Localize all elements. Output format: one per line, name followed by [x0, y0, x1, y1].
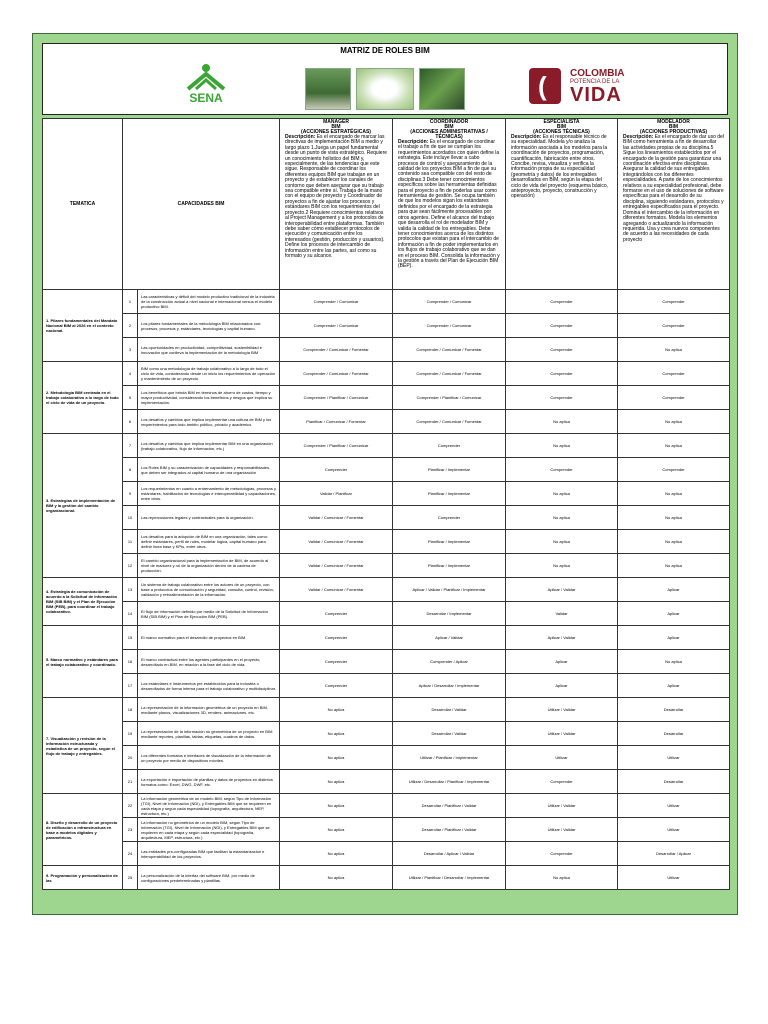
role-action-cell: Utilizar / Validar	[506, 794, 618, 818]
role-description	[283, 135, 389, 259]
role-action-cell: Desarrollar / Validar	[393, 722, 506, 746]
capacidad-cell: La personalización de la interfaz del software BIM, por medio de configuraciones predeterminadas y plantillas.	[138, 866, 280, 890]
table-row	[43, 530, 730, 554]
row-number: 11	[123, 530, 138, 554]
colombia-logo-line1: COLOMBIA	[570, 68, 625, 79]
role-action-cell: Aplicar	[506, 674, 618, 698]
tematica-header: TEMATICA	[43, 119, 123, 290]
role-action-cell: Desarrollar / Planificar / Validar	[393, 794, 506, 818]
role-description	[396, 140, 502, 270]
role-action-cell: No aplica	[618, 650, 730, 674]
row-number: 24	[123, 842, 138, 866]
document-frame	[32, 33, 738, 915]
role-action-cell: Comprender / Comunicar / Fomentar	[393, 338, 506, 362]
role-desc-text: Es el encargado de marcar las directivas de implementación BIM a medio y largo plazo 1.Juega un papel fundamental desde un punto de vista estratégico. Requiere un conocimiento holístico del BIM y, especialmente, de las tendencias que este sigue. Responsable de coordinar los diferentes equipos BIM que trabajan en un proyecto y de establecer los canales de contorno que deben asegurar que su trabajo sea compatible entre sí. Trabaja de la mano con el equipo de proyecto y Coordinador de proyectos a fin de ajustar los procesos y estándares BIM con los requerimientos del proyecto.2 Requiere conocimientos relativos al Project Management y a los protocolos de interoperabilidad entre plataformas. También debe saber cómo establecer protocolos de ejecución y comunicación entre los interesados (gestión, producción y usuarios). Define los procesos de intercambio de información entre las partes, así como su formato y su alcance.	[285, 134, 388, 259]
role-name: COORDINADOR	[429, 119, 469, 125]
role-action-cell: Planificar / Implementar	[393, 554, 506, 578]
role-action-cell: Utilizar / Planificar / Implementar	[393, 746, 506, 770]
row-number: 9	[123, 482, 138, 506]
header-row	[43, 119, 730, 290]
row-number: 20	[123, 746, 138, 770]
table-row	[43, 506, 730, 530]
capacidad-cell: Los desafíos y cambios que implica implementar una cultura de BIM y los requerimientos para todo ámbito público, privado y académico.	[138, 410, 280, 434]
role-action-cell: Planificar / Comunicar / Fomentar	[280, 410, 393, 434]
table-row	[43, 314, 730, 338]
role-action-cell: No aplica	[506, 482, 618, 506]
role-action-cell: Comprender / Comunicar / Fomentar	[393, 410, 506, 434]
role-action-cell: Comprender / Planificar / Comunicar	[280, 386, 393, 410]
role-action-cell: Comprender / Comunicar	[393, 290, 506, 314]
role-action-cell: Utilizar	[618, 746, 730, 770]
capacidad-cell: El marco contractual entre los agentes participantes en el proyecto, desarrollado en BIM, en relación a la fase del ciclo de vida.	[138, 650, 280, 674]
tematica-cell: 5. Marco normativo y estándares para el trabajo colaborativo y coordinado.	[43, 626, 123, 698]
role-name: MANAGER	[323, 119, 349, 125]
role-desc-label: Descripción:	[623, 134, 654, 140]
role-action-cell: Validar / Comunicar / Fomentar	[280, 530, 393, 554]
table-row	[43, 770, 730, 794]
role-type: (ACCIONES ESTRATÉGICAS)	[301, 129, 371, 135]
role-action-cell: No aplica	[618, 482, 730, 506]
role-action-cell: Comprender	[280, 674, 393, 698]
role-action-cell: No aplica	[280, 866, 393, 890]
capacidad-cell: La representación de la información geométrica de un proyecto en BIM, mediante planos, visualizaciones 3D, renders, animaciones, etc.	[138, 698, 280, 722]
role-action-cell: Validar / Comunicar / Fomentar	[280, 506, 393, 530]
role-action-cell: No aplica	[280, 698, 393, 722]
table-row	[43, 818, 730, 842]
capacidad-cell: La exportación e importación de planillas y datos de proyectos en distintos formatos como: Excel, DWG, DWF, etc.	[138, 770, 280, 794]
row-number: 15	[123, 626, 138, 650]
row-number: 2	[123, 314, 138, 338]
table-row	[43, 458, 730, 482]
role-action-cell: Desarrollar / Validar	[393, 698, 506, 722]
role-action-cell: Comprender	[280, 626, 393, 650]
role-action-cell: Utilizar / Desarrollar / Planificar / Implementar	[393, 770, 506, 794]
row-number: 12	[123, 554, 138, 578]
role-action-cell: No aplica	[506, 434, 618, 458]
role-action-cell: Desarrollar	[618, 770, 730, 794]
role-desc-label: Descripción:	[398, 139, 429, 145]
table-row	[43, 674, 730, 698]
role-action-cell: Desarrollar / Planificar / Validar	[393, 818, 506, 842]
building-photo-1	[305, 68, 351, 110]
sena-logo	[180, 63, 232, 111]
role-action-cell: Comprender	[618, 458, 730, 482]
table-row	[43, 746, 730, 770]
sena-logo-text: SENA	[189, 91, 223, 105]
capacidad-cell: La información no geométrica de un modelo BIM, según Tipo de Información (TGI), Nivel de Información (NDI), y Entregables BIM que se requieren en cada etapa y según cada especialidad (topografía, arquitectura, MEP, estructura, etc.)	[138, 818, 280, 842]
role-action-cell: Desarrollar / Aplicar	[618, 842, 730, 866]
role-action-cell: Desarrollar / Aplicar / Validar	[393, 842, 506, 866]
role-sub: BIM	[331, 124, 341, 130]
row-number: 13	[123, 578, 138, 602]
role-action-cell: No aplica	[618, 506, 730, 530]
row-number: 22	[123, 794, 138, 818]
role-action-cell: Comprender / Comunicar	[280, 290, 393, 314]
role-action-cell: Comprender	[506, 842, 618, 866]
row-number: 10	[123, 506, 138, 530]
role-action-cell: Comprender	[280, 602, 393, 626]
capacidad-cell: Los estándares e instrumentos pre establecidos para la industria o desarrollados de forma interna para el trabajo colaborativo y multidisciplinar.	[138, 674, 280, 698]
role-action-cell: No aplica	[506, 866, 618, 890]
building-photo-2	[356, 68, 414, 110]
role-type: (ACCIONES ADMINISTRATIVAS / TÉCNICAS)	[410, 129, 488, 140]
role-action-cell: Validar / Planificar	[280, 482, 393, 506]
row-number: 18	[123, 698, 138, 722]
role-action-cell: No aplica	[280, 722, 393, 746]
role-name: MODELADOR	[657, 119, 690, 125]
role-action-cell: Comprender	[618, 290, 730, 314]
table-row	[43, 290, 730, 314]
capacidad-cell: El marco normativo para el desarrollo de proyectos en BIM	[138, 626, 280, 650]
table-row	[43, 434, 730, 458]
role-desc-text: Es el encargado de dar uso del BIM como herramienta a fin de desarrollar las actividades propias de su disciplina.5 Sigue los lineamientos establecidos por el encargado de la gestión para garantizar una coordinación efectiva entre disciplinas. Asegurar la calidad de sus entregables integrándolos con los diferentes especialidades. A parte de los conocimientos relativos a su especialidad profesional, debe formarse en el uso de soluciones de software específicas para el desarrollo de su disciplina, siguiendo estándares, protocolos y entregables especificados para el proyecto. Domina el intercambio de la información en diferentes formatos. Modela los elementos agregando o actualizando la información requerida. Usa y crea nuevos componentes de acuerdo a las necesidades de cada proyecto	[623, 134, 724, 243]
role-action-cell: Planificar / Implementar	[393, 530, 506, 554]
role-sub: BIM	[556, 124, 567, 130]
row-number: 25	[123, 866, 138, 890]
table-row	[43, 698, 730, 722]
role-header-coordinador	[393, 119, 506, 290]
document-header	[42, 43, 728, 115]
role-desc-label: Descripción:	[511, 134, 542, 140]
role-name: ESPECIALISTA	[543, 119, 580, 125]
role-sub: BIM	[668, 124, 679, 130]
tematica-cell: 2. Metodología BIM centrada en el trabajo colaborativo a lo largo de todo el ciclo de vida de un proyecto.	[43, 362, 123, 434]
role-action-cell: No aplica	[280, 746, 393, 770]
capacidad-cell: Los pilares fundamentales de la metodología BIM relacionados con: procesos, procesos y, estándares, tecnologías y capital humano.	[138, 314, 280, 338]
role-action-cell: Comprender / Aplicar	[393, 650, 506, 674]
colombia-emblem-icon: (	[529, 68, 561, 104]
role-action-cell: Desarrollar / Implementar	[393, 602, 506, 626]
capacidad-cell: Los desafíos y cambios que implica implementar BIM en una organización (trabajo colaborativo, flujo de información, etc.)	[138, 434, 280, 458]
role-description	[509, 135, 614, 200]
role-action-cell: Utilizar	[618, 866, 730, 890]
capacidades-header: CAPACIDADES BIM	[123, 119, 280, 290]
role-action-cell: No aplica	[280, 770, 393, 794]
role-sub: BIM	[444, 124, 454, 130]
role-action-cell: Utilizar / Validar	[506, 698, 618, 722]
role-action-cell: No aplica	[280, 818, 393, 842]
role-desc-text: Es el responsable técnico de su especialidad. Modela y/o analiza la información asociada a los modelos para la coordinación de proyectos, programación, cuantificación, fabricación entre otros. Concibe, revisa, visualiza y verifica la información propia de su especialidad (geometría y datos) de los entregables desarrollados en BIM, según la etapa del ciclo de vida del proyecto (esquema básico, anteproyecto, proyecto, construcción y operación)	[511, 134, 609, 200]
role-action-cell: Planificar / Implementar	[393, 458, 506, 482]
table-row	[43, 602, 730, 626]
role-action-cell: Comprender	[618, 386, 730, 410]
table-row	[43, 578, 730, 602]
role-action-cell: No aplica	[618, 530, 730, 554]
capacidad-cell: Los beneficios que brinda BIM en términos de ahorro de costos, tiempo y mayor productividad, considerando los beneficios y riesgos que implica su implementación.	[138, 386, 280, 410]
table-row	[43, 338, 730, 362]
role-action-cell: Comprender / Comunicar / Fomentar	[280, 362, 393, 386]
capacidad-cell: El cambio organizacional para la implementación de BIM, de acuerdo al nivel de madurez y rol de la organización dentro de la cadena de producción.	[138, 554, 280, 578]
role-action-cell: No aplica	[618, 338, 730, 362]
role-action-cell: Utilizar	[506, 746, 618, 770]
role-action-cell: Desarrollar	[618, 698, 730, 722]
row-number: 17	[123, 674, 138, 698]
capacidad-cell: La representación de la información no geométrica de un proyecto en BIM mediante reportes, planillas, tablas, etiquetas, cuadros de datos.	[138, 722, 280, 746]
capacidad-cell: Las repercusiones legales y contractuales para la organización.	[138, 506, 280, 530]
role-action-cell: Planificar / Implementar	[393, 482, 506, 506]
role-action-cell: Utilizar / Validar	[506, 818, 618, 842]
capacidad-cell: Las características y déficit del modelo productivo tradicional de la industria de la construcción actual a nivel nacional e internacional versus el modelo productivo BIM.	[138, 290, 280, 314]
tematica-cell: 1. Pilares fundamentales del Mandato Nacional BIM al 2026 en el contexto nacional.	[43, 290, 123, 362]
role-header-especialista	[506, 119, 618, 290]
role-header-modelador	[618, 119, 730, 290]
role-action-cell: No aplica	[280, 794, 393, 818]
role-desc-label: Descripción:	[285, 134, 316, 140]
tematica-cell: 7. Visualización y revisión de la información estructurada y estadística de un proyecto, según el flujo de trabajo y entregables.	[43, 698, 123, 794]
capacidad-cell: Los diferentes formatos e interfaces de visualización de la información de un proyecto por medio de dispositivos móviles.	[138, 746, 280, 770]
row-number: 21	[123, 770, 138, 794]
role-desc-text: Es el encargado de coordinar el trabajo a fin de que se cumplan los requerimientos acordados con quien define la estrategia. Este incluye llevar a cabo procesos de control y aseguramiento de la calidad de los proyectos BIM a fin de que su contenido sea compatible con del resto de disciplinas.3 Debe tener conocimientos específicos sobre las herramientas definidas para el proyecto a fin de poderlas usar como herramientas de gestión. Se ocupa también de que los modelos sigan los estándares definidos por el encargado de la estrategia para que sean fácilmente procesables por otros agentes. Define el alcance del trabajo que desarrolla el rol de modelador BIM y valida la calidad de los entregables. Debe tener conocimientos acerca de los distintos protocolos que existan para el intercambio de información a fin de poder implementarlos en los flujos de trabajo colaborativo que se dan en el proceso BIM. Consolida la información y la gestión a través del Plan de Ejecución BIM (BEP).	[398, 139, 500, 270]
role-action-cell: Aplicar / Validar	[506, 578, 618, 602]
table-row	[43, 626, 730, 650]
capacidad-cell: Un sistema de trabajo colaborativo entre los actores de un proyecto, con base a protocolos de comunicación y seguridad, consulta, control, revisión, validación y retroalimentación de la información.	[138, 578, 280, 602]
capacidad-cell: BIM como una metodología de trabajo colaborativo a lo largo de todo el ciclo de vida, considerando desde un inicio los requerimientos de operación y mantenimiento de un proyecto.	[138, 362, 280, 386]
row-number: 4	[123, 362, 138, 386]
role-action-cell: Aplicar	[618, 626, 730, 650]
colombia-logo	[529, 66, 644, 106]
role-action-cell: Aplicar	[618, 578, 730, 602]
tematica-cell: 4. Estrategia de comunicación de acuerdo a la Solicitud de Información BIM (SIB BIM) y el Plan de Ejecución BIM (PEB), para coordinar el trabajo colaborativo.	[43, 578, 123, 626]
tematica-cell: 8. Diseño y desarrollo de un proyecto de edificación o infraestructura en base a modelos digitales y paramétricos.	[43, 794, 123, 866]
table-row	[43, 650, 730, 674]
table-row	[43, 482, 730, 506]
capacidad-cell: Los desafíos para la adopción de BIM en una organización, tales como: definir estándares, perfil de roles, modelar lógica, capital humano para definir línea base y KPIs, entre otros.	[138, 530, 280, 554]
table-row	[43, 386, 730, 410]
role-action-cell: Comprender	[393, 506, 506, 530]
row-number: 6	[123, 410, 138, 434]
table-row	[43, 362, 730, 386]
colombia-logo-line2: POTENCIA DE LA	[570, 79, 620, 85]
role-action-cell: Comprender	[280, 650, 393, 674]
row-number: 8	[123, 458, 138, 482]
page-title: MATRIZ DE ROLES BIM	[340, 46, 430, 55]
role-action-cell: Validar	[506, 602, 618, 626]
capacidad-cell: Los Roles BIM y su caracterización de capacidades y responsabilidades, que deben ser integrados al capital humano de una organización	[138, 458, 280, 482]
tematica-cell: 9. Programación y personalización de las	[43, 866, 123, 890]
role-action-cell: Aplicar	[618, 674, 730, 698]
role-type: (ACCIONES PRODUCTIVAS)	[639, 129, 708, 135]
role-action-cell: Utilizar	[618, 794, 730, 818]
role-action-cell: Comprender	[506, 338, 618, 362]
capacidad-cell: La información geométrica de un modelo BIM, según Tipo de Información (TGI), Nivel de Información (NDI), y Entregables BIM que se requieren en cada etapa y según cada especialidad (topografía, arquitectura, MEP, estructura, etc.)	[138, 794, 280, 818]
role-action-cell: Comprender	[506, 458, 618, 482]
row-number: 14	[123, 602, 138, 626]
table-row	[43, 722, 730, 746]
building-photo-3	[419, 68, 465, 110]
role-action-cell: Comprender	[506, 770, 618, 794]
role-action-cell: Aplicar / Validar	[393, 626, 506, 650]
table-row	[43, 842, 730, 866]
role-action-cell: No aplica	[618, 410, 730, 434]
row-number: 7	[123, 434, 138, 458]
role-action-cell: No aplica	[506, 506, 618, 530]
role-action-cell: Comprender / Comunicar	[280, 314, 393, 338]
row-number: 1	[123, 290, 138, 314]
role-action-cell: Comprender	[393, 434, 506, 458]
role-action-cell: Validar / Comunicar / Fomentar	[280, 554, 393, 578]
role-action-cell: Comprender / Comunicar	[393, 314, 506, 338]
role-action-cell: Comprender	[506, 314, 618, 338]
role-description	[621, 135, 726, 243]
role-action-cell: Comprender	[618, 314, 730, 338]
role-action-cell: Comprender / Comunicar / Fomentar	[280, 338, 393, 362]
role-action-cell: No aplica	[618, 554, 730, 578]
role-action-cell: No aplica	[506, 410, 618, 434]
row-number: 16	[123, 650, 138, 674]
role-action-cell: No aplica	[280, 842, 393, 866]
row-number: 19	[123, 722, 138, 746]
role-action-cell: Aplicar	[618, 602, 730, 626]
sena-emblem-icon	[180, 63, 232, 93]
table-row	[43, 554, 730, 578]
role-action-cell: Comprender	[506, 290, 618, 314]
table-row	[43, 794, 730, 818]
table-row	[43, 866, 730, 890]
role-action-cell: Desarrollar	[618, 722, 730, 746]
role-action-cell: Comprender	[506, 386, 618, 410]
role-action-cell: Utilizar / Planificar / Desarrollar / Implementar	[393, 866, 506, 890]
role-action-cell: Comprender	[506, 362, 618, 386]
tematica-cell: 3. Estrategias de implementación de BIM y la gestión del cambio organizacional.	[43, 434, 123, 578]
row-number: 23	[123, 818, 138, 842]
roles-matrix-table	[42, 118, 730, 890]
role-action-cell: No aplica	[506, 554, 618, 578]
role-action-cell: No aplica	[506, 530, 618, 554]
role-action-cell: Comprender / Planificar / Comunicar	[280, 434, 393, 458]
role-action-cell: Utilizar	[618, 818, 730, 842]
role-action-cell: Comprender / Comunicar / Fomentar	[393, 362, 506, 386]
role-header-manager	[280, 119, 393, 290]
capacidad-cell: Las oportunidades en productividad, competitividad, sostenibilidad e innovación que conlleva la implementación de la metodología BIM	[138, 338, 280, 362]
table-row	[43, 410, 730, 434]
role-action-cell: Utilizar / Validar	[506, 722, 618, 746]
role-action-cell: Aplicar / Validar	[506, 626, 618, 650]
role-action-cell: Aplicar / Desarrollar / Implementar	[393, 674, 506, 698]
role-action-cell: Comprender	[618, 362, 730, 386]
row-number: 3	[123, 338, 138, 362]
role-action-cell: Aplicar / Validar / Planificar / Implementar	[393, 578, 506, 602]
role-action-cell: Validar / Comunicar / Fomentar	[280, 578, 393, 602]
role-action-cell: Comprender / Planificar / Comunicar	[393, 386, 506, 410]
capacidad-cell: El flujo de información definido por medio de la Solicitud de Información BIM (SIB BIM) y el Plan de Ejecución BIM (PEB).	[138, 602, 280, 626]
role-type: (ACCIONES TÉCNICAS)	[533, 129, 590, 135]
role-action-cell: Aplicar	[506, 650, 618, 674]
capacidad-cell: Las entidades pre-configuradas BIM que facilitan la estandarización e interoperabilidad de los proyectos.	[138, 842, 280, 866]
row-number: 5	[123, 386, 138, 410]
capacidad-cell: Los requerimientos en cuanto a entrenamiento de metodologías, procesos y estándares, habilitación de tecnologías e interoperabilidad y capacitaciones, entre otros.	[138, 482, 280, 506]
role-action-cell: Comprender	[280, 458, 393, 482]
colombia-logo-line3: VIDA	[570, 84, 622, 106]
role-action-cell: No aplica	[618, 434, 730, 458]
